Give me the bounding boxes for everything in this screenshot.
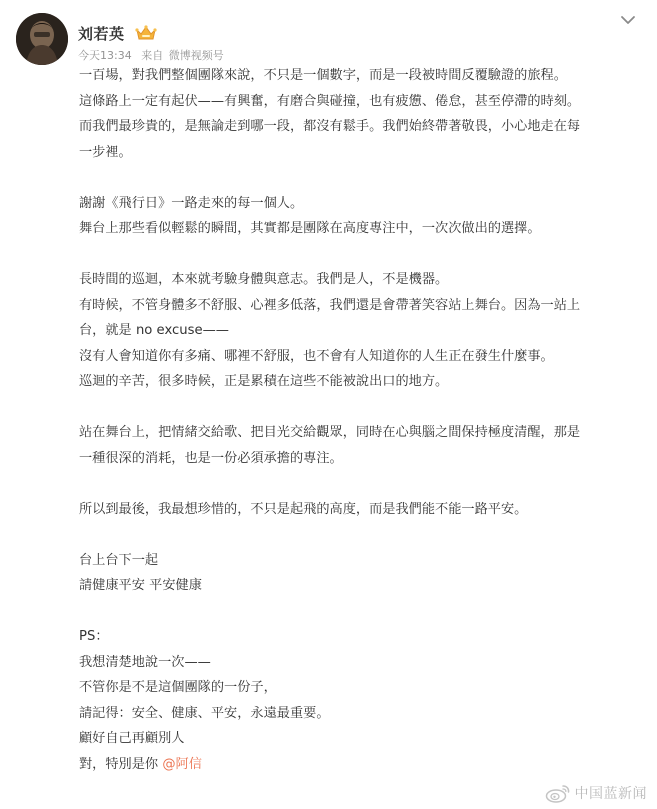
post-last-line: [79, 752, 647, 778]
post-line: 所以到最後，我最想珍惜的，不只是起飛的高度，而是我們能不能一路平安。: [79, 501, 528, 517]
post-line: 一百場，對我們整個團隊來說，不只是一個數字，而是一段被時間反覆驗證的旅程。: [79, 68, 567, 83]
post-source[interactable]: 微博视频号: [168, 49, 224, 62]
post-content: [79, 63, 647, 777]
post-line: 顧好自己再顧別人: [79, 731, 185, 746]
post-line: 不管你是不是這個團隊的一份子，: [79, 680, 277, 695]
post-time[interactable]: 今天13:34: [78, 49, 132, 62]
avatar[interactable]: [16, 13, 68, 65]
mention-link[interactable]: @阿信: [162, 756, 202, 772]
avatar-image: [16, 13, 68, 65]
post-line: 請記得：安全、健康、平安，永遠最重要。: [79, 705, 330, 721]
post-line: 請健康平安 平安健康: [79, 578, 202, 593]
post-line: 台，就是 no excuse——: [79, 323, 229, 338]
author-row: [78, 22, 157, 44]
weibo-logo-icon: [545, 783, 571, 803]
source-prefix: 来自: [141, 49, 164, 62]
chevron-down-icon[interactable]: [619, 12, 637, 26]
post-meta: [78, 47, 224, 63]
post-line: 站在舞台上，把情緒交給歌、把目光交給觀眾，同時在心與腦之間保持極度清醒，那是: [79, 425, 581, 440]
post-line: 而我們最珍貴的，是無論走到哪一段，都沒有鬆手。我們始終帶著敬畏，小心地走在每: [79, 119, 581, 134]
post-line: 我想清楚地說一次——: [79, 654, 211, 670]
post-line: 長時間的巡迴，本來就考驗身體與意志。我們是人，不是機器。: [79, 272, 449, 287]
watermark-text: 中国蓝新闻: [574, 786, 647, 802]
post-line: 舞台上那些看似輕鬆的瞬間，其實都是團隊在高度專注中，一次次做出的選擇。: [79, 221, 541, 236]
crown-icon[interactable]: [135, 24, 157, 42]
post-line: 這條路上一定有起伏——有興奮，有磨合與碰撞，也有疲憊、倦怠，甚至停滯的時刻。: [79, 93, 581, 109]
post-line: 有時候，不管身體多不舒服、心裡多低落，我們還是會帶著笑容站上舞台。因為一站上: [79, 297, 581, 313]
watermark: [545, 783, 648, 803]
post-line: 一種很深的消耗，也是一份必須承擔的專注。: [79, 450, 343, 466]
post-line: 一步裡。: [79, 144, 132, 160]
last-line-prefix: 對，特別是你: [79, 756, 163, 772]
post-line: PS：: [79, 629, 109, 644]
author-name[interactable]: 刘若英: [78, 24, 125, 43]
post-line: 謝謝《飛行日》一路走來的每一個人。: [79, 195, 304, 211]
post-line: 沒有人會知道你有多痛、哪裡不舒服，也不會有人知道你的人生正在發生什麼事。: [79, 348, 554, 364]
post-line: 巡迴的辛苦，很多時候，正是累積在這些不能被說出口的地方。: [79, 374, 449, 389]
post-line: 台上台下一起: [79, 552, 159, 568]
